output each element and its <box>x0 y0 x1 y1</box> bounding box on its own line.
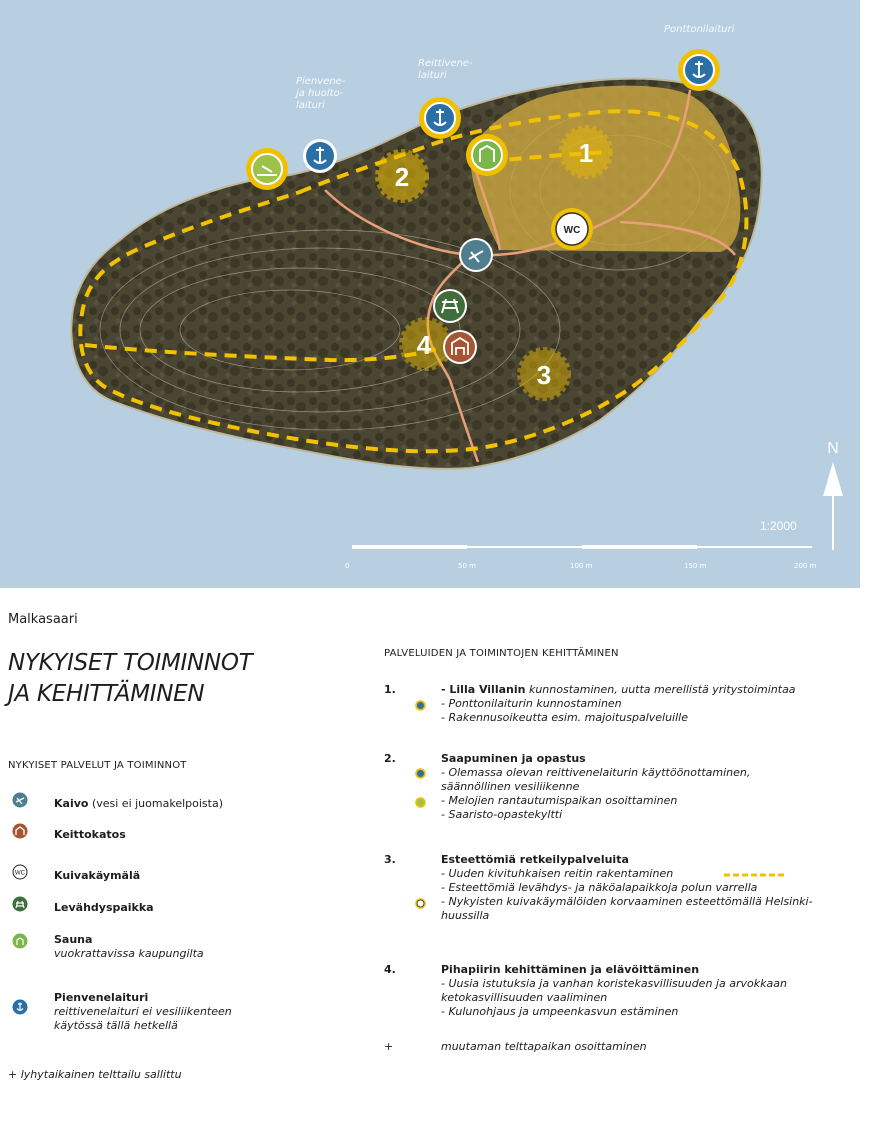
picnic-map-icon <box>433 289 467 323</box>
wc-small-icon <box>415 898 426 909</box>
label-ponttonilaituri: Ponttonilaituri <box>664 24 735 35</box>
well-icon <box>12 792 28 808</box>
well-map-icon <box>459 238 493 272</box>
pontoon-pier-small-icon <box>415 700 426 711</box>
legend-heading: NYKYISET PALVELUT JA TOIMINNOT <box>8 760 187 771</box>
legend-sub-sauna: vuokrattavissa kaupungilta <box>54 947 204 960</box>
legend-item-kuivakaymala <box>12 864 140 883</box>
camping-note: + lyhytaikainen telttailu sallittu <box>8 1068 182 1081</box>
kayak-landing-small-icon <box>415 797 426 808</box>
development-heading: PALVELUIDEN JA TOIMINTOJEN KEHITTÄMINEN <box>384 648 619 659</box>
legend-title-keittokatos: Keittokatos <box>54 828 126 841</box>
zone-3-number: 3 <box>536 360 552 390</box>
dev-number-3: 3. <box>384 853 396 866</box>
dev-section-3 <box>384 853 864 939</box>
wc-icon <box>12 864 28 880</box>
legend-item-keittokatos <box>12 823 126 842</box>
legend-title-kaivo: Kaivo <box>54 797 89 810</box>
scale-tick-50: 50 m <box>458 562 476 570</box>
dev-number-1: 1. <box>384 683 396 696</box>
dev-item-4-2: - Kulunohjaus ja umpeenkasvun estäminen <box>441 1005 679 1018</box>
dev-section-2 <box>384 752 864 836</box>
dev-item-3-2: - Esteettömiä levähdys- ja näköalapaikkoja polun varrella <box>441 881 758 894</box>
zone-4-marker <box>402 320 450 368</box>
dev-item-1-1: - Ponttonilaiturin kunnostaminen <box>441 697 622 710</box>
dev-section-camping <box>384 1040 864 1056</box>
shelter-icon <box>12 823 28 839</box>
sauna-icon <box>12 933 28 949</box>
dev-number-plus: + <box>384 1040 394 1053</box>
place-name: Malkasaari <box>8 612 78 627</box>
dev-item-2-3: - Saaristo-opastekyltti <box>441 808 563 821</box>
dev-section-4 <box>384 963 864 1027</box>
scale-tick-100: 100 m <box>570 562 593 570</box>
dev-item-1-2: - Rakennusoikeutta esim. majoituspalveluille <box>441 711 688 724</box>
page-title-line-2: JA KEHITTÄMINEN <box>8 681 205 707</box>
dev-number-4: 4. <box>384 963 396 976</box>
legend-title-sauna: Sauna <box>54 933 93 946</box>
north-label: N <box>827 440 839 457</box>
pontoon-pier-icon <box>678 49 720 91</box>
dev-title-rest-1: kunnostaminen, uutta merellistä yritystoimintaa <box>525 683 796 696</box>
zone-4-number: 4 <box>416 330 432 360</box>
zone-3-marker <box>520 350 568 398</box>
dev-title-4: Pihapiirin kehittäminen ja elävöittäminen <box>441 963 700 976</box>
dev-title-1: - Lilla Villanin <box>441 683 526 696</box>
dev-item-3-3: - Nykyisten kuivakäymälöiden korvaaminen esteettömällä Helsinki-huussilla <box>441 895 813 922</box>
legend-item-levahdyspaikka <box>12 896 154 915</box>
dev-item-camping: muutaman telttapaikan osoittaminen <box>441 1040 647 1053</box>
dev-item-2-1: - Olemassa olevan reittivenelaiturin käyttöönottaminen, säännöllinen vesiliikenne <box>441 766 751 793</box>
page-title-line-1: NYKYISET TOIMINNOT <box>8 650 253 676</box>
label-reittivenelaituri: Reittivene- laituri <box>418 58 473 81</box>
scale-ratio: 1:2000 <box>760 519 797 533</box>
legend-item-sauna <box>12 933 204 961</box>
scale-tick-150: 150 m <box>684 562 707 570</box>
dev-number-2: 2. <box>384 752 396 765</box>
pier-icon <box>12 999 28 1015</box>
scale-tick-200: 200 m <box>794 562 817 570</box>
legend-item-kaivo <box>12 792 223 811</box>
zone-2-number: 2 <box>394 162 410 192</box>
legend-title-pienvenelaituri: Pienvenelaituri <box>54 991 149 1004</box>
dev-section-1 <box>384 683 864 728</box>
shelter-map-icon <box>443 330 477 364</box>
label-pienvene-ja-huoltolaituri: Pienvene- ja huolto- laituri <box>296 76 346 111</box>
dev-item-4-1: - Uusia istutuksia ja vanhan koristekasvillisuuden ja arvokkaan ketokasvillisuuden vaaliminen <box>441 977 787 1004</box>
dev-title-2: Saapuminen ja opastus <box>441 752 586 765</box>
page-title <box>8 648 252 710</box>
small-boat-pier-icon <box>303 139 337 173</box>
wc-map-label: WC <box>563 225 581 236</box>
picnic-icon <box>12 896 28 912</box>
legend-title-levahdyspaikka: Levähdyspaikka <box>54 901 154 914</box>
legend-sub-pienvenelaituri: reittivenelaituri ei vesiliikenteen käytössä tällä hetkellä <box>54 1005 232 1032</box>
zone-1-number: 1 <box>578 138 594 168</box>
wc-map-icon <box>551 208 593 250</box>
kayak-landing-icon <box>246 148 288 190</box>
svg-text:WC: WC <box>15 870 25 877</box>
dev-item-2-2: - Melojien rantautumispaikan osoittaminen <box>441 794 678 807</box>
dev-item-3-1: - Uuden kivituhkaisen reitin rakentaminen <box>441 867 674 880</box>
dev-title-3: Esteettömiä retkeilypalveluita <box>441 853 629 866</box>
scale-tick-0: 0 <box>345 562 350 570</box>
route-boat-pier-small-icon <box>415 768 426 779</box>
legend-title-kuivakaymala: Kuivakäymälä <box>54 869 141 882</box>
route-boat-pier-icon <box>419 97 461 139</box>
legend-extra-kaivo: (vesi ei juomakelpoista) <box>88 797 223 810</box>
zone-1-marker <box>562 128 610 176</box>
sauna-map-icon <box>466 134 508 176</box>
zone-2-marker <box>378 152 426 200</box>
legend-item-pienvenelaituri <box>12 991 274 1033</box>
